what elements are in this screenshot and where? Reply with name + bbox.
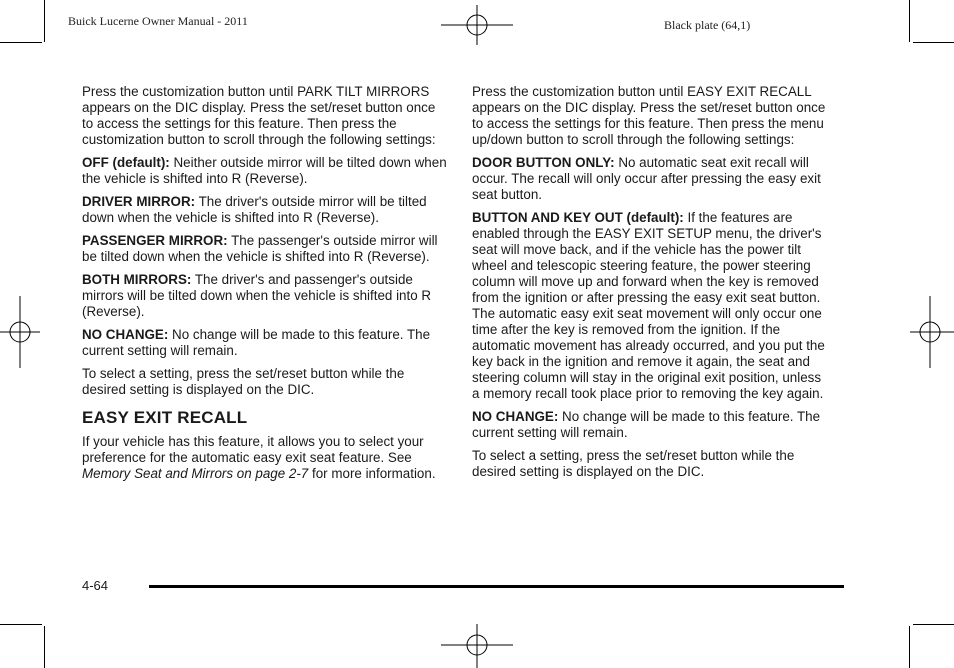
registration-mark-icon: [910, 296, 954, 368]
setting-item: [82, 233, 448, 265]
setting-description: The driver's and passenger's outside mirrors will be tilted down when the vehicle is shifted into R (Reverse).: [82, 272, 432, 319]
setting-term: BOTH MIRRORS:: [82, 272, 192, 287]
crop-mark: [909, 626, 910, 668]
setting-description: Neither outside mirror will be tilted down when the vehicle is shifted into R (Reverse).: [82, 155, 447, 186]
crop-mark: [913, 42, 954, 43]
setting-item: [472, 210, 832, 402]
setting-item: [82, 194, 448, 226]
setting-item: [472, 409, 832, 441]
crop-mark: [909, 0, 910, 42]
easy-exit-text-end: for more information.: [312, 466, 436, 481]
setting-item: [82, 327, 448, 359]
easy-exit-recall-closing: To select a setting, press the set/reset button while the desired setting is displayed on the DIC.: [472, 448, 795, 479]
left-column: [82, 84, 448, 489]
setting-term: DRIVER MIRROR:: [82, 194, 196, 209]
setting-description: The passenger's outside mirror will be tilted down when the vehicle is shifted into R (Reverse).: [82, 233, 438, 264]
crop-mark: [44, 0, 45, 42]
registration-mark-icon: [441, 624, 513, 668]
setting-term: DOOR BUTTON ONLY:: [472, 155, 615, 170]
cross-reference-link[interactable]: Memory Seat and Mirrors on page 2-7: [82, 466, 309, 481]
setting-description: The driver's outside mirror will be tilted down when the vehicle is shifted into R (Reverse).: [82, 194, 427, 225]
page-number: 4-64: [82, 578, 109, 593]
setting-item: [82, 272, 448, 320]
setting-term: NO CHANGE:: [82, 327, 169, 342]
setting-item: [472, 155, 832, 203]
setting-description: No change will be made to this feature. The current setting will remain.: [472, 409, 821, 440]
header-plate-label: Black plate (64,1): [664, 18, 751, 32]
setting-term: OFF (default):: [82, 155, 170, 170]
park-tilt-intro: Press the customization button until PARK TILT MIRRORS appears on the DIC display. Press the set/reset button once to access the settings for this feature. Then press the customization button to scroll through the following settings:: [82, 84, 436, 147]
easy-exit-text: If your vehicle has this feature, it allows you to select your preference for the automatic easy exit seat feature. See: [82, 434, 424, 465]
right-column: [472, 84, 832, 487]
registration-mark-icon: [441, 5, 513, 45]
crop-mark: [44, 626, 45, 668]
setting-term: PASSENGER MIRROR:: [82, 233, 228, 248]
crop-mark: [0, 624, 42, 625]
registration-mark-icon: [0, 296, 40, 368]
footer-rule: [149, 585, 844, 588]
easy-exit-intro: [82, 434, 448, 482]
easy-exit-recall-intro: Press the customization button until EASY EXIT RECALL appears on the DIC display. Press the set/reset button once to access the settings for this feature. Then press the menu up/down button to scroll through the following settings:: [472, 84, 826, 147]
header-manual-title: Buick Lucerne Owner Manual - 2011: [68, 14, 248, 28]
setting-description: If the features are enabled through the EASY EXIT SETUP menu, the driver's seat will move back, and if the vehicle has the power tilt wheel and telescopic steering feature, the power steering column will move up and forward when the key is removed from the ignition or after pressing the easy exit seat button. The automatic easy exit seat movement will only occur one time after the key is removed from the ignition. If the automatic movement has already occurred, and you put the key back in the ignition and remove it again, the seat and steering column will stay in the original exit position, unless a memory recall took place prior to removing the key again.: [472, 210, 825, 401]
setting-description: No change will be made to this feature. The current setting will remain.: [82, 327, 431, 358]
crop-mark: [0, 42, 42, 43]
section-heading: EASY EXIT RECALL: [82, 408, 248, 427]
setting-term: NO CHANGE:: [472, 409, 559, 424]
setting-item: [82, 155, 448, 187]
crop-mark: [913, 624, 954, 625]
park-tilt-closing: To select a setting, press the set/reset button while the desired setting is displayed on the DIC.: [82, 366, 405, 397]
setting-term: BUTTON AND KEY OUT (default):: [472, 210, 684, 225]
setting-description: No automatic seat exit recall will occur. The recall will only occur after pressing the easy exit seat button.: [472, 155, 821, 202]
